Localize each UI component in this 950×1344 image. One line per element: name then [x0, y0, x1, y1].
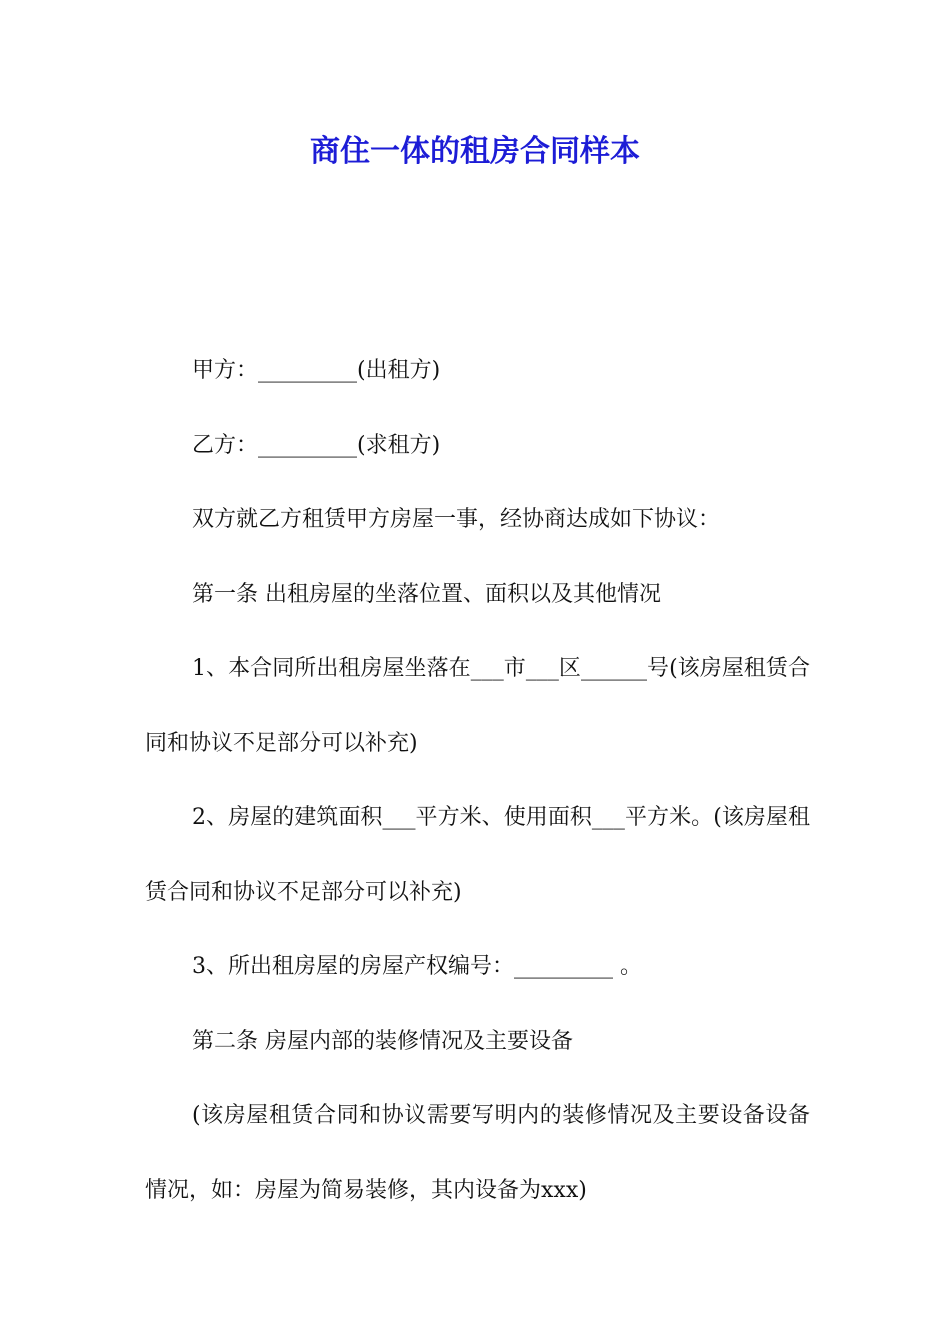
party-b-line: 乙方：_________(求租方)	[192, 432, 441, 458]
article-2-note: (该房屋租赁合同和协议需要写明内的装修情况及主要设备设备情况，如：房屋为简易装修，其内设备为xxx)	[145, 1103, 810, 1203]
document-body	[145, 334, 810, 1228]
document-title: 商住一体的租房合同样本	[310, 134, 640, 169]
article-1-item-3: 3、所出租房屋的房屋产权编号：_________ 。	[192, 954, 642, 979]
article-1-item-2: 2、房屋的建筑面积___平方米、使用面积___平方米。(该房屋租赁合同和协议不足部分可以补充)	[145, 805, 810, 905]
agreement-intro: 双方就乙方租赁甲方房屋一事，经协商达成如下协议：	[192, 507, 721, 532]
party-a-line: 甲方：_________(出租方)	[192, 358, 441, 383]
article-1-item-1: 1、本合同所出租房屋坐落在___市___区______号(该房屋租赁合同和协议不足部分可以补充)	[145, 656, 810, 756]
article-2-heading: 第二条 房屋内部的装修情况及主要设备	[192, 1028, 573, 1054]
article-1-heading: 第一条 出租房屋的坐落位置、面积以及其他情况	[192, 581, 661, 607]
